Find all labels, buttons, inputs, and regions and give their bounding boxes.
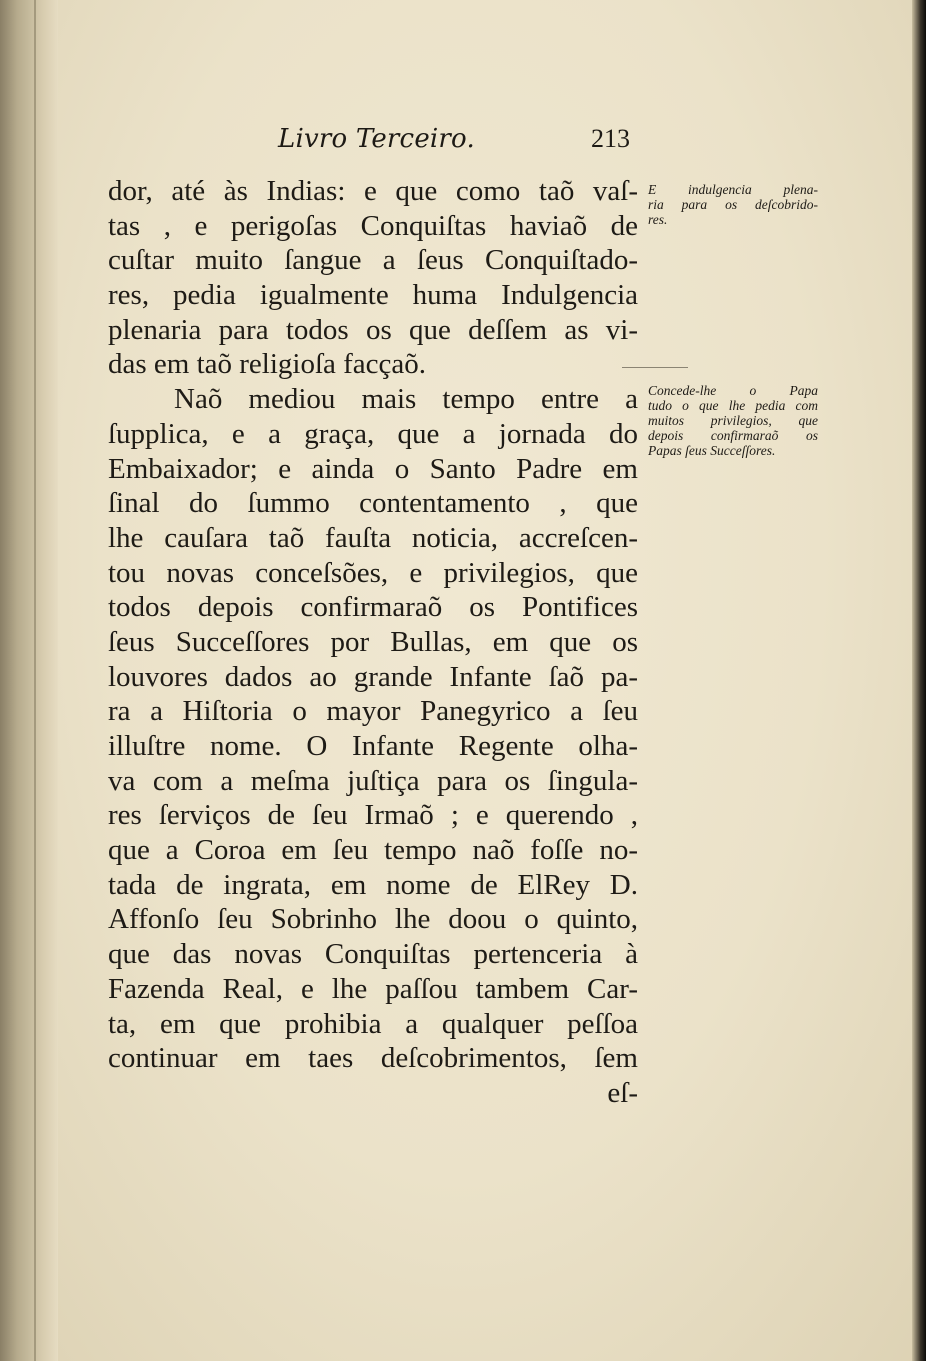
body-line: va com a meſma juſtiça para os ſingula-	[108, 764, 638, 797]
margin-note-privileges	[648, 383, 818, 458]
body-line: Affonſo ſeu Sobrinho lhe doou o quinto,	[108, 903, 638, 936]
page-gutter	[0, 0, 58, 1361]
body-line: louvores dados ao grande Infante ſaõ pa-	[108, 660, 638, 693]
page-right-edge	[912, 0, 926, 1361]
margin-note-line: Concede-lhe o Papa	[648, 383, 818, 398]
body-text	[108, 174, 638, 1111]
body-line: illuſtre nome. O Infante Regente olha-	[108, 730, 638, 762]
catchword: eſ-	[607, 1076, 638, 1109]
body-line: ra a Hiſtoria o mayor Panegyrico a ſeu	[108, 695, 638, 728]
body-line: tada de ingrata, em nome de ElRey D.	[108, 868, 638, 901]
margin-note-line: depois confirmaraõ os	[648, 428, 818, 443]
body-line: res ſerviços de ſeu Irmaõ ; e querendo ,	[108, 799, 638, 832]
margin-note-line: E indulgencia plena-	[648, 182, 818, 197]
body-line: ſeus Succeſſores por Bullas, em que os	[108, 625, 638, 658]
running-head-title: Livro Terceiro.	[278, 124, 475, 154]
body-line: que das novas Conquiſtas pertenceria à	[108, 938, 638, 971]
body-line: plenaria para todos os que deſſem as vi-	[108, 313, 638, 346]
body-line: dor, até às Indias: e que como taõ vaſ-	[108, 175, 638, 207]
body-line: Naõ mediou mais tempo entre a	[174, 383, 638, 416]
body-line: ſinal do ſummo contentamento , que	[108, 487, 638, 520]
body-line: tas , e perigoſas Conquiſtas haviaõ de	[108, 209, 638, 242]
body-line: todos depois confirmaraõ os Pontifices	[108, 591, 638, 624]
margin-note-line: tudo o que lhe pedia com	[648, 398, 818, 413]
margin-note-line: res.	[648, 212, 668, 227]
margin-note-line: muitos privilegios, que	[648, 413, 818, 428]
body-line: continuar em taes deſcobrimentos, ſem	[108, 1042, 638, 1075]
body-line: que a Coroa em ſeu tempo naõ foſſe no-	[108, 834, 638, 867]
margin-note-line: Papas ſeus Succeſſores.	[648, 443, 776, 458]
body-line: ta, em que prohibia a qualquer peſſoa	[108, 1007, 638, 1040]
margin-divider	[622, 367, 688, 368]
margin-note-line: ria para os deſcobrido-	[648, 197, 818, 212]
body-line: lhe cauſara taõ fauſta noticia, accreſcen-	[108, 521, 638, 554]
margin-note-indulgence	[648, 182, 818, 227]
body-line: Embaixador; e ainda o Santo Padre em	[108, 452, 638, 485]
body-line: cuſtar muito ſangue a ſeus Conquiſtado-	[108, 244, 638, 277]
body-line: das em taõ religioſa facçaõ.	[108, 348, 427, 381]
gutter-fold-line	[34, 0, 36, 1361]
body-line: ſupplica, e a graça, que a jornada do	[108, 417, 638, 450]
page-number: 213	[591, 124, 630, 153]
body-line: Fazenda Real, e lhe paſſou tambem Car-	[108, 972, 638, 1005]
body-line: res, pedia igualmente huma Indulgencia	[108, 279, 638, 312]
body-line: tou novas conceſsões, e privilegios, que	[108, 556, 638, 589]
